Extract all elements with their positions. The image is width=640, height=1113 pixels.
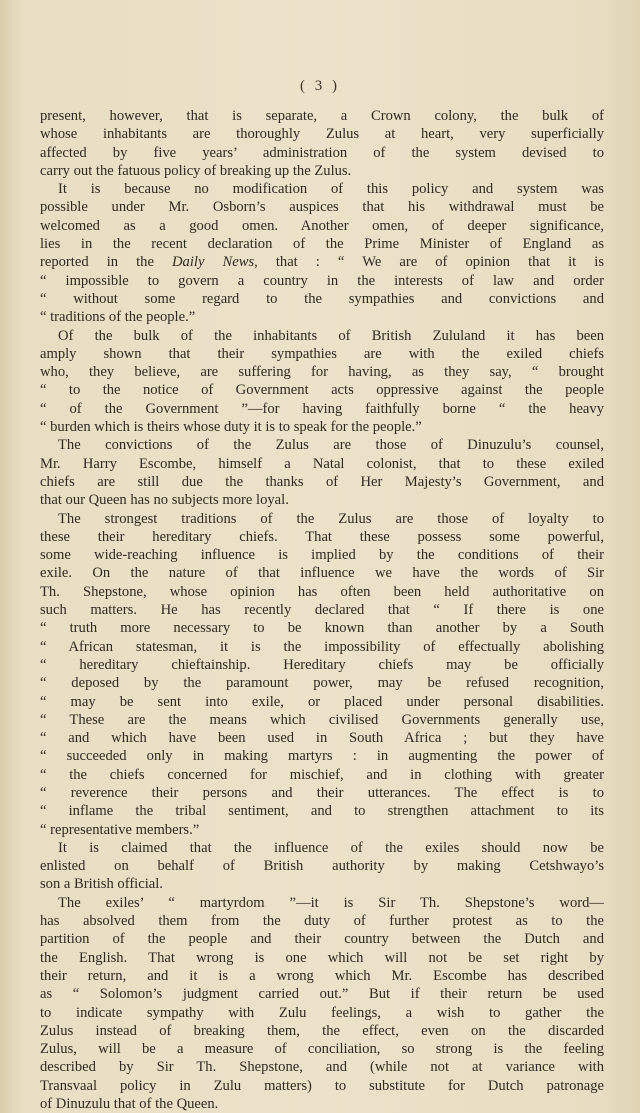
text-line: son a British official.	[40, 876, 163, 893]
text-line: It is because no modification of this policy and system was	[58, 181, 604, 198]
text-line: “ burden which is theirs whose duty it is to speak for the people.”	[40, 419, 422, 436]
text-line: “ may be sent into exile, or placed under personal disabilities.	[40, 693, 604, 710]
text-line: Transvaal policy in Zulu matters) to substitute for Dutch patronage	[40, 1077, 604, 1094]
body-text	[40, 107, 604, 1113]
text-line: who, they believe, are suffering for having, as they say, “ brought	[40, 364, 604, 381]
text-line: “ succeeded only in making martyrs : in augmenting the power of	[40, 748, 604, 765]
text-line: has absolved them from the duty of further protest as to the	[40, 913, 604, 930]
newspaper-title: Daily News	[172, 254, 255, 271]
page-number-header: ( 3 )	[300, 78, 340, 94]
text-line: “ and which have been used in South Africa ; but they have	[40, 730, 604, 747]
text-line: welcomed as a good omen. Another omen, of deeper significance,	[40, 217, 604, 234]
text-line: “ reverence their persons and their utterances. The effect is to	[40, 784, 604, 801]
text-line: the English. That wrong is one which will not be set right by	[40, 949, 604, 966]
text-line: enlisted on behalf of British authority by making Cetshwayo’s	[40, 858, 604, 875]
text-line: possible under Mr. Osborn’s auspices that his withdrawal must be	[40, 199, 604, 216]
text-line: as “ Solomon’s judgment carried out.” But if their return be used	[40, 986, 604, 1003]
text-line: “ impossible to govern a country in the interests of law and order	[40, 272, 604, 289]
text-line: The exiles’ “ martyrdom ”—it is Sir Th. Shepstone’s word—	[58, 894, 604, 911]
text-line: affected by five years’ administration of the system devised to	[40, 144, 604, 161]
text-line: “ of the Government ”—for having faithfully borne “ the heavy	[40, 400, 604, 417]
text-line: to indicate sympathy with Zulu feelings, a wish to gather the	[40, 1004, 604, 1021]
text-line: chiefs are still due the thanks of Her Majesty’s Government, and	[40, 473, 604, 490]
text-line: “ African statesman, it is the impossibility of effectually abolishing	[40, 638, 604, 655]
text-line: Zulus, will be a measure of conciliation, so strong is the feeling	[40, 1041, 604, 1058]
text-line: exile. On the nature of that influence we have the words of Sir	[40, 565, 604, 582]
text-line: such matters. He has recently declared that “ If there is one	[40, 602, 604, 619]
text-line: “ inflame the tribal sentiment, and to strengthen attachment to its	[40, 803, 604, 820]
text-line: Zulus instead of breaking them, the effect, even on the discarded	[40, 1022, 604, 1039]
text-line: Mr. Harry Escombe, himself a Natal colonist, that to these exiled	[40, 455, 604, 472]
text-line: “ hereditary chieftainship. Hereditary chiefs may be officially	[40, 656, 604, 673]
text-line: whose inhabitants are thoroughly Zulus at heart, very superficially	[40, 126, 604, 143]
text-line: It is claimed that the influence of the exiles should now be	[58, 839, 604, 856]
text-line: “ These are the means which civilised Governments generally use,	[40, 711, 604, 728]
text-line: described by Sir Th. Shepstone, and (while not at variance with	[40, 1059, 604, 1076]
text-line: Th. Shepstone, whose opinion has often been held authoritative on	[40, 583, 604, 600]
text-line: amply shown that their sympathies are with the exiled chiefs	[40, 345, 604, 362]
text-line: that our Queen has no subjects more loyal.	[40, 492, 289, 509]
text-line: of Dinuzulu that of the Queen.	[40, 1096, 219, 1113]
text-line: “ without some regard to the sympathies and convictions and	[40, 290, 604, 307]
text-line: lies in the recent declaration of the Prime Minister of England as	[40, 236, 604, 253]
text-line: these their hereditary chiefs. That these possess some powerful,	[40, 528, 604, 545]
text-line: reported in the Daily News, that : “ We are of opinion that it is	[40, 254, 604, 271]
text-line: “ deposed by the paramount power, may be refused recognition,	[40, 675, 604, 692]
text-line: some wide-reaching influence is implied by the conditions of their	[40, 547, 604, 564]
text-line: The convictions of the Zulus are those of Dinuzulu’s counsel,	[58, 437, 604, 454]
text-line: carry out the fatuous policy of breaking up the Zulus.	[40, 162, 352, 179]
text-line: “ the chiefs concerned for mischief, and in clothing with greater	[40, 766, 604, 783]
text-line: present, however, that is separate, a Crown colony, the bulk of	[40, 108, 604, 124]
text-line: Of the bulk of the inhabitants of British Zululand it has been	[58, 327, 604, 344]
text-line: partition of the people and their country between the Dutch and	[40, 931, 604, 948]
text-line: “ to the notice of Government acts oppressive against the people	[40, 382, 604, 399]
text-line: their return, and it is a wrong which Mr. Escombe has described	[40, 967, 604, 984]
text-line: “ representative members.”	[40, 821, 200, 838]
text-line: “ traditions of the people.”	[40, 309, 196, 326]
text-line: The strongest traditions of the Zulus are those of loyalty to	[58, 510, 604, 527]
text-line: “ truth more necessary to be known than another by a South	[40, 620, 604, 637]
